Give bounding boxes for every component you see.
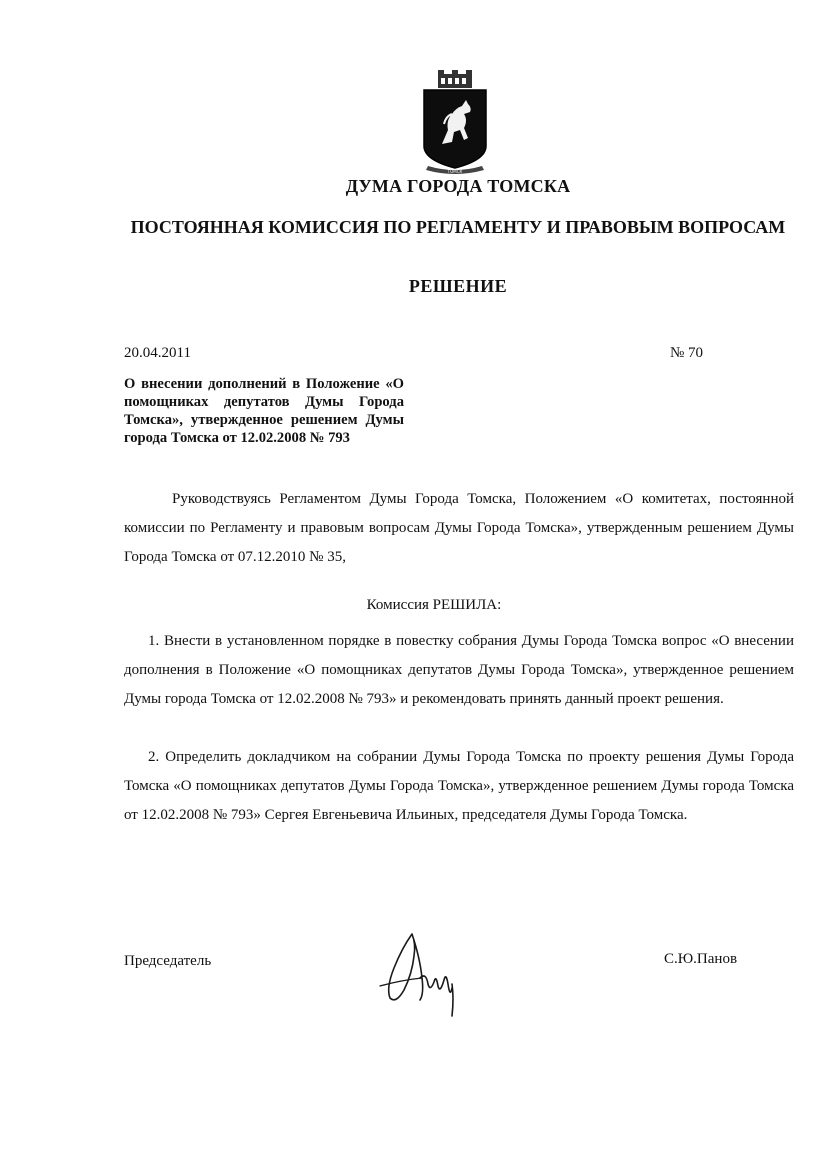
commission-title: ПОСТОЯННАЯ КОМИССИЯ ПО РЕГЛАМЕНТУ И ПРАВОВЫМ ВОПРОСАМ bbox=[130, 217, 786, 237]
decision-heading: Комиссия РЕШИЛА: bbox=[366, 597, 502, 613]
city-coat-of-arms-icon bbox=[418, 70, 492, 178]
org-title: ДУМА ГОРОДА ТОМСКА bbox=[345, 176, 571, 196]
document-type: РЕШЕНИЕ bbox=[408, 276, 508, 296]
signatory-title: Председатель bbox=[124, 953, 212, 969]
document-number: № 70 bbox=[670, 345, 704, 361]
intro-paragraph: Руководствуясь Регламентом Думы Города Томска, Положением «О комитетах, постоянной комиссии по Регламенту и правовым вопросам Думы Города Томска», утвержденным решением Думы Города Томска от 07.12.2010 № 35, bbox=[124, 491, 794, 565]
decision-item-2: 2. Определить докладчиком на собрании Думы Города Томска по проекту решения Думы Города Томска «О помощниках депутатов Думы Города Томска», утвержденное решением Думы города Томска от 12.02.2008 № 793» Сергея Евгеньевича Ильиных, председателя Думы Города Томска. bbox=[124, 749, 794, 823]
handwritten-signature-icon bbox=[372, 928, 464, 1020]
decision-item-1: 1. Внести в установленном порядке в повестку собрания Думы Города Томска вопрос «О внесении дополнения в Положение «О помощниках депутатов Думы Города Томска», утвержденное решением Думы города Томска от 12.02.2008 № 793» и рекомендовать принять данный проект решения. bbox=[124, 633, 794, 707]
document-date: 20.04.2011 bbox=[124, 345, 191, 361]
document-subject: О внесении дополнений в Положение «О помощниках депутатов Думы Города Томска», утвержденное решением Думы города Томска от 12.02.2008 № 793 bbox=[124, 376, 404, 446]
emblem-motto: ТОМСК bbox=[447, 169, 463, 174]
signatory-name: С.Ю.Панов bbox=[664, 951, 738, 967]
